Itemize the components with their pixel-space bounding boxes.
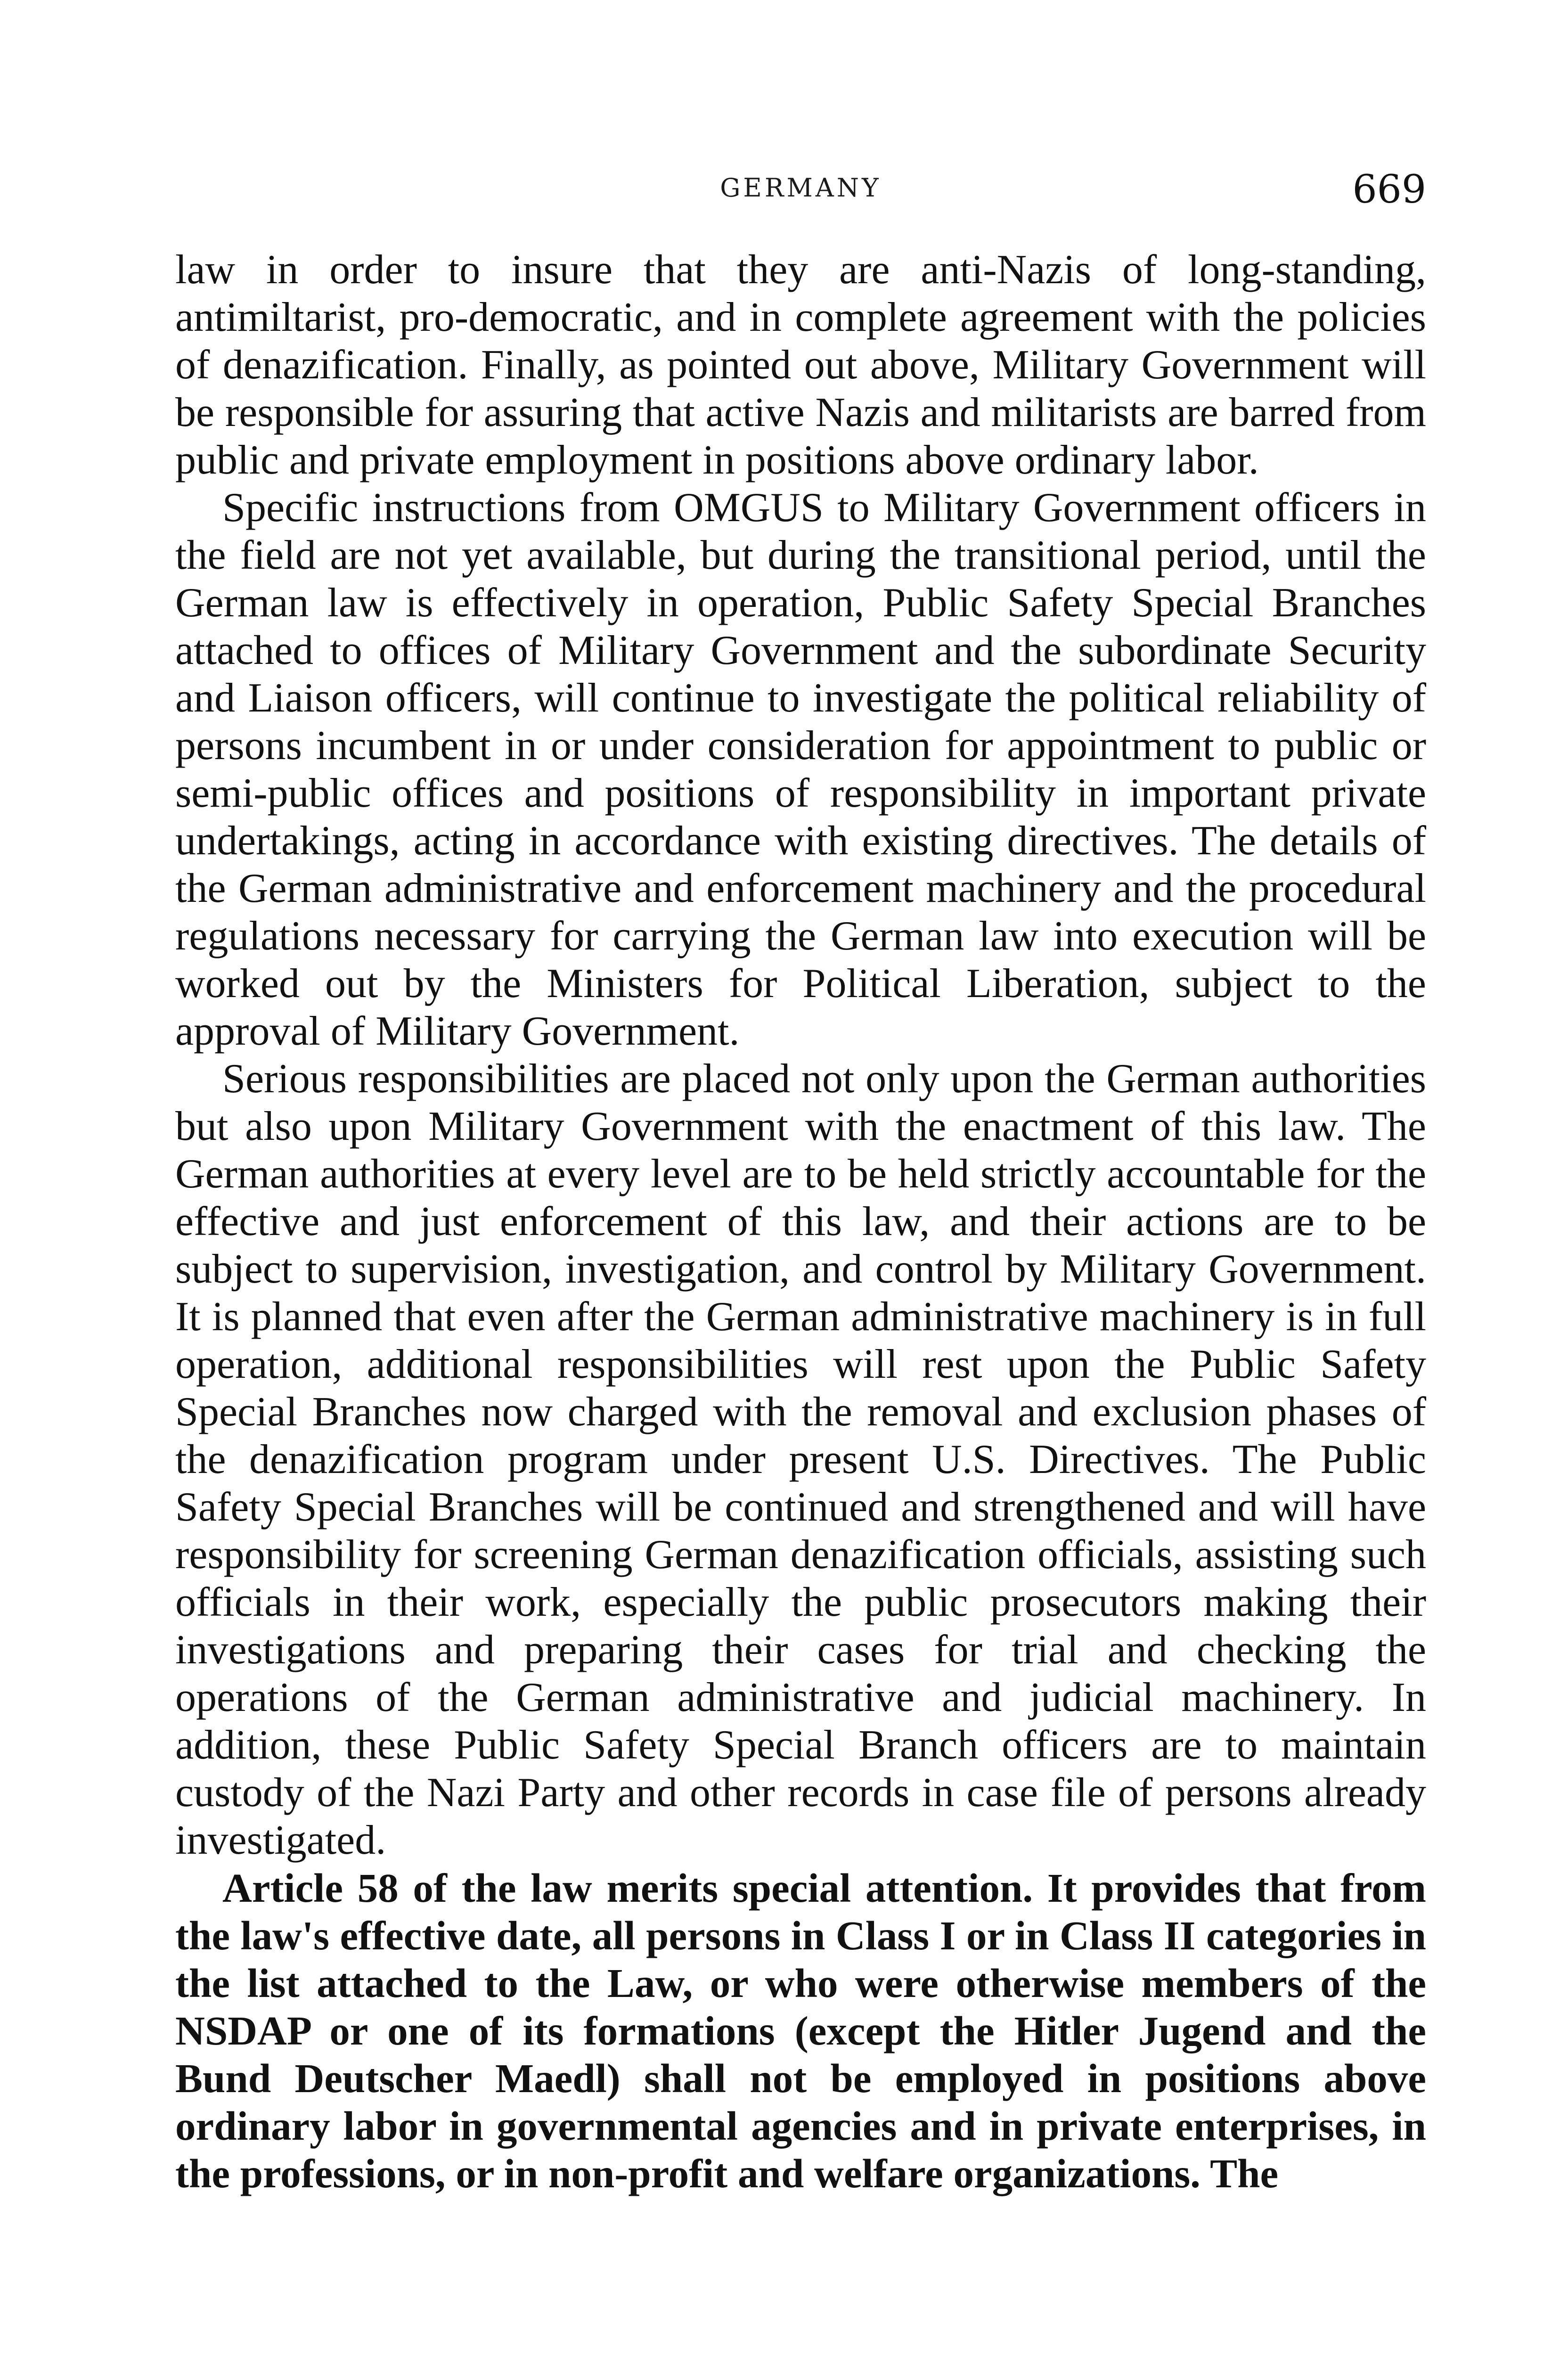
running-head bbox=[175, 167, 1426, 219]
running-title: GERMANY bbox=[720, 173, 882, 203]
page-number: 669 bbox=[1352, 167, 1426, 212]
paragraph-specific-instructions: Specific instructions from OMGUS to Military Government officers in the field are not yet available, but during the transitional period, until the German law is effectively in operation, Public Safety Special Branches attached to offices of Military Government and the subordinate Security and Liaison officers, will continue to investigate the political reliability of persons incumbent in or under consideration for appointment to public or semi-public offices and positions of responsibility in important private undertakings, acting in accordance with existing directives. The details of the German administrative and enforcement machinery and the procedural regulations necessary for carrying the German law into execution will be worked out by the Ministers for Political Liberation, subject to the approval of Military Government. bbox=[175, 485, 1426, 1054]
body-text bbox=[175, 246, 1426, 2197]
paragraph-continuation: law in order to insure that they are anti-Nazis of long-standing, antimiltarist, pro-democratic, and in complete agreement with the policies of denazification. Finally, as pointed out above, Military Government will be responsible for assuring that active Nazis and militarists are barred from public and private employment in positions above ordinary labor. bbox=[175, 247, 1426, 483]
paragraph-serious-responsibilities: Serious responsibilities are placed not only upon the German authorities but also upon Military Government with the enactment of this law. The German authorities at every level are to be held strictly accountable for the effective and just enforcement of this law, and their actions are to be subject to supervision, investigation, and control by Military Government. It is planned that even after the German administrative machinery is in full operation, additional responsibilities will rest upon the Public Safety Special Branches now charged with the removal and exclusion phases of the denazification program under present U.S. Directives. The Public Safety Special Branches will be continued and strengthened and will have responsibility for screening German denazification officials, assisting such officials in their work, especially the public prosecutors making their investigations and preparing their cases for trial and checking the operations of the German administrative and judicial machinery. In addition, these Public Safety Special Branch officers are to maintain custody of the Nazi Party and other records in case file of persons already investigated. bbox=[175, 1056, 1426, 1863]
paragraph-article-58: Article 58 of the law merits special attention. It provides that from the law's effective date, all persons in Class I or in Class II categories in the list attached to the Law, or who were otherwise members of the NSDAP or one of its formations (except the Hitler Jugend and the Bund Deutscher Maedl) shall not be employed in positions above ordinary labor in governmental agencies and in private enterprises, in the professions, or in non-profit and welfare organizations. The bbox=[175, 1865, 1426, 2196]
